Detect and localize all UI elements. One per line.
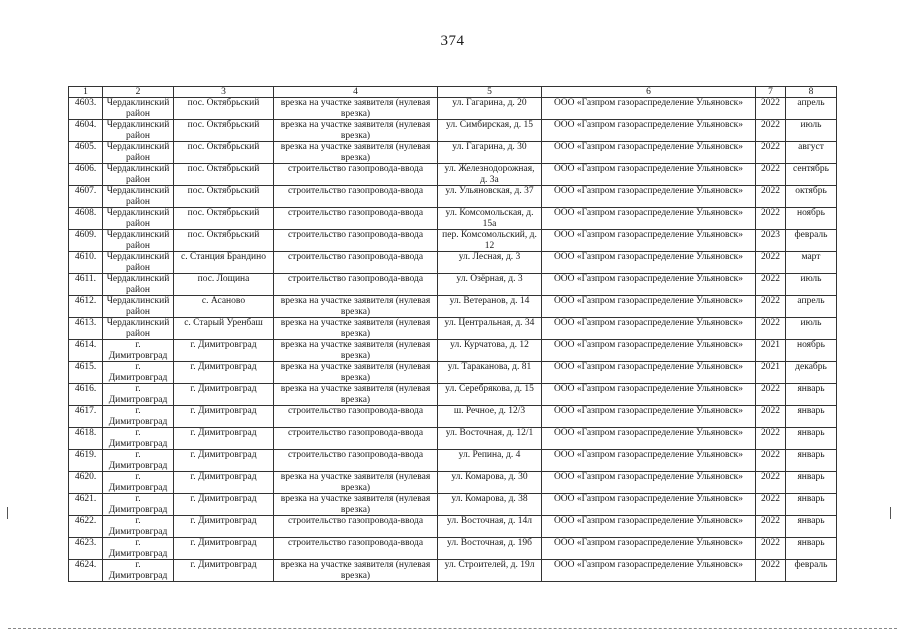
month-cell: сентябрь [786,164,837,186]
column-number: 1 [69,87,103,98]
district-cell: г. Димитровград [103,450,174,472]
table-row [69,142,837,164]
year-cell: 2022 [756,296,786,318]
table-row [69,186,837,208]
organization-cell: ООО «Газпром газораспределение Ульяновск» [542,340,756,362]
address-cell: пер. Комсомольский, д. 12 [438,230,542,252]
month-cell: октябрь [786,186,837,208]
row-number-cell: 4607. [69,186,103,208]
table-row [69,516,837,538]
month-cell: март [786,252,837,274]
year-cell: 2022 [756,186,786,208]
table-row [69,406,837,428]
year-cell: 2021 [756,340,786,362]
table-row [69,560,837,582]
organization-cell: ООО «Газпром газораспределение Ульяновск» [542,450,756,472]
year-cell: 2023 [756,230,786,252]
month-cell: июль [786,318,837,340]
district-cell: Чердаклинский район [103,296,174,318]
column-number: 4 [274,87,438,98]
settlement-cell: г. Димитровград [174,516,274,538]
address-cell: ул. Симбирская, д. 15 [438,120,542,142]
row-number-cell: 4619. [69,450,103,472]
organization-cell: ООО «Газпром газораспределение Ульяновск» [542,406,756,428]
organization-cell: ООО «Газпром газораспределение Ульяновск» [542,230,756,252]
column-numbers-row [69,87,837,98]
page-number: 374 [440,33,465,49]
work-type-cell: строительство газопровода-ввода [274,538,438,560]
settlement-cell: пос. Лощина [174,274,274,296]
district-cell: Чердаклинский район [103,186,174,208]
month-cell: январь [786,494,837,516]
settlement-cell: пос. Октябрьский [174,186,274,208]
settlement-cell: г. Димитровград [174,340,274,362]
address-cell: ул. Восточная, д. 14л [438,516,542,538]
settlement-cell: с. Старый Уренбаш [174,318,274,340]
district-cell: г. Димитровград [103,538,174,560]
row-number-cell: 4608. [69,208,103,230]
organization-cell: ООО «Газпром газораспределение Ульяновск» [542,296,756,318]
table-row [69,340,837,362]
table-row [69,120,837,142]
row-number-cell: 4616. [69,384,103,406]
address-cell: ул. Железнодорожная, д. 3а [438,164,542,186]
row-number-cell: 4617. [69,406,103,428]
table-row [69,318,837,340]
settlement-cell: г. Димитровград [174,362,274,384]
table-row [69,164,837,186]
table-row [69,428,837,450]
organization-cell: ООО «Газпром газораспределение Ульяновск» [542,362,756,384]
work-type-cell: строительство газопровода-ввода [274,450,438,472]
year-cell: 2022 [756,142,786,164]
column-number: 6 [542,87,756,98]
work-type-cell: строительство газопровода-ввода [274,252,438,274]
organization-cell: ООО «Газпром газораспределение Ульяновск» [542,252,756,274]
year-cell: 2022 [756,208,786,230]
table-row [69,472,837,494]
month-cell: январь [786,384,837,406]
year-cell: 2022 [756,98,786,120]
address-cell: ул. Строителей, д. 19л [438,560,542,582]
address-cell: ул. Восточная, д. 12/1 [438,428,542,450]
district-cell: Чердаклинский район [103,318,174,340]
row-number-cell: 4611. [69,274,103,296]
work-type-cell: строительство газопровода-ввода [274,274,438,296]
row-number-cell: 4618. [69,428,103,450]
year-cell: 2022 [756,538,786,560]
table-row [69,296,837,318]
column-number: 2 [103,87,174,98]
year-cell: 2022 [756,494,786,516]
table-row [69,208,837,230]
organization-cell: ООО «Газпром газораспределение Ульяновск» [542,274,756,296]
table-row [69,230,837,252]
month-cell: июль [786,120,837,142]
settlement-cell: пос. Октябрьский [174,120,274,142]
address-cell: ул. Восточная, д. 19б [438,538,542,560]
table-row [69,274,837,296]
settlement-cell: г. Димитровград [174,538,274,560]
year-cell: 2022 [756,252,786,274]
month-cell: июль [786,274,837,296]
work-type-cell: строительство газопровода-ввода [274,164,438,186]
month-cell: январь [786,450,837,472]
settlement-cell: пос. Октябрьский [174,230,274,252]
work-type-cell: строительство газопровода-ввода [274,516,438,538]
month-cell: январь [786,406,837,428]
district-cell: Чердаклинский район [103,230,174,252]
settlement-cell: г. Димитровград [174,472,274,494]
settlement-cell: г. Димитровград [174,560,274,582]
organization-cell: ООО «Газпром газораспределение Ульяновск» [542,142,756,164]
work-type-cell: врезка на участке заявителя (нулевая врезка) [274,296,438,318]
year-cell: 2022 [756,428,786,450]
district-cell: Чердаклинский район [103,208,174,230]
month-cell: январь [786,538,837,560]
table-row [69,98,837,120]
work-type-cell: врезка на участке заявителя (нулевая врезка) [274,318,438,340]
table-row [69,384,837,406]
year-cell: 2022 [756,274,786,296]
month-cell: ноябрь [786,340,837,362]
column-number: 3 [174,87,274,98]
settlement-cell: пос. Октябрьский [174,98,274,120]
organization-cell: ООО «Газпром газораспределение Ульяновск» [542,318,756,340]
row-number-cell: 4605. [69,142,103,164]
work-type-cell: строительство газопровода-ввода [274,428,438,450]
year-cell: 2022 [756,120,786,142]
table-row [69,362,837,384]
organization-cell: ООО «Газпром газораспределение Ульяновск» [542,538,756,560]
settlement-cell: с. Станция Брандино [174,252,274,274]
work-type-cell: строительство газопровода-ввода [274,208,438,230]
month-cell: январь [786,428,837,450]
district-cell: Чердаклинский район [103,98,174,120]
work-type-cell: строительство газопровода-ввода [274,186,438,208]
address-cell: ул. Лесная, д. 3 [438,252,542,274]
work-type-cell: врезка на участке заявителя (нулевая врезка) [274,120,438,142]
address-cell: ул. Гагарина, д. 20 [438,98,542,120]
address-cell: ул. Тараканова, д. 81 [438,362,542,384]
settlement-cell: пос. Октябрьский [174,142,274,164]
row-number-cell: 4613. [69,318,103,340]
settlement-cell: г. Димитровград [174,406,274,428]
row-number-cell: 4624. [69,560,103,582]
work-type-cell: врезка на участке заявителя (нулевая врезка) [274,494,438,516]
row-number-cell: 4615. [69,362,103,384]
district-cell: Чердаклинский район [103,142,174,164]
year-cell: 2022 [756,450,786,472]
address-cell: ул. Центральная, д. 34 [438,318,542,340]
table-row [69,494,837,516]
district-cell: г. Димитровград [103,406,174,428]
row-number-cell: 4621. [69,494,103,516]
organization-cell: ООО «Газпром газораспределение Ульяновск» [542,120,756,142]
district-cell: Чердаклинский район [103,252,174,274]
month-cell: январь [786,472,837,494]
month-cell: декабрь [786,362,837,384]
right-margin-mark [890,507,891,519]
district-cell: г. Димитровград [103,516,174,538]
district-cell: Чердаклинский район [103,274,174,296]
work-type-cell: врезка на участке заявителя (нулевая врезка) [274,98,438,120]
year-cell: 2022 [756,406,786,428]
address-cell: ул. Курчатова, д. 12 [438,340,542,362]
address-cell: ш. Речное, д. 12/3 [438,406,542,428]
table-row [69,252,837,274]
month-cell: февраль [786,230,837,252]
month-cell: февраль [786,560,837,582]
settlement-cell: пос. Октябрьский [174,164,274,186]
district-cell: г. Димитровград [103,384,174,406]
row-number-cell: 4606. [69,164,103,186]
work-type-cell: строительство газопровода-ввода [274,230,438,252]
row-number-cell: 4604. [69,120,103,142]
year-cell: 2022 [756,560,786,582]
address-cell: ул. Гагарина, д. 30 [438,142,542,164]
organization-cell: ООО «Газпром газораспределение Ульяновск» [542,494,756,516]
work-type-cell: врезка на участке заявителя (нулевая врезка) [274,142,438,164]
organization-cell: ООО «Газпром газораспределение Ульяновск» [542,428,756,450]
address-cell: ул. Репина, д. 4 [438,450,542,472]
month-cell: апрель [786,296,837,318]
settlement-cell: г. Димитровград [174,428,274,450]
address-cell: ул. Серебрякова, д. 15 [438,384,542,406]
work-type-cell: врезка на участке заявителя (нулевая врезка) [274,472,438,494]
column-number: 5 [438,87,542,98]
column-number: 7 [756,87,786,98]
table-row [69,538,837,560]
district-cell: г. Димитровград [103,428,174,450]
organization-cell: ООО «Газпром газораспределение Ульяновск» [542,384,756,406]
address-cell: ул. Озёрная, д. 3 [438,274,542,296]
work-type-cell: врезка на участке заявителя (нулевая врезка) [274,384,438,406]
year-cell: 2021 [756,362,786,384]
month-cell: апрель [786,98,837,120]
settlement-cell: пос. Октябрьский [174,208,274,230]
year-cell: 2022 [756,164,786,186]
district-cell: Чердаклинский район [103,120,174,142]
organization-cell: ООО «Газпром газораспределение Ульяновск» [542,472,756,494]
year-cell: 2022 [756,516,786,538]
settlement-cell: с. Асаново [174,296,274,318]
work-type-cell: врезка на участке заявителя (нулевая врезка) [274,560,438,582]
settlement-cell: г. Димитровград [174,384,274,406]
district-cell: г. Димитровград [103,340,174,362]
row-number-cell: 4610. [69,252,103,274]
row-number-cell: 4603. [69,98,103,120]
organization-cell: ООО «Газпром газораспределение Ульяновск» [542,516,756,538]
address-cell: ул. Комарова, д. 30 [438,472,542,494]
table-row [69,450,837,472]
left-margin-mark [7,507,8,519]
settlement-cell: г. Димитровград [174,450,274,472]
work-type-cell: врезка на участке заявителя (нулевая врезка) [274,340,438,362]
address-cell: ул. Комсомольская, д. 15а [438,208,542,230]
row-number-cell: 4609. [69,230,103,252]
month-cell: ноябрь [786,208,837,230]
year-cell: 2022 [756,384,786,406]
district-cell: г. Димитровград [103,472,174,494]
row-number-cell: 4622. [69,516,103,538]
month-cell: август [786,142,837,164]
organization-cell: ООО «Газпром газораспределение Ульяновск» [542,164,756,186]
organization-cell: ООО «Газпром газораспределение Ульяновск» [542,186,756,208]
address-cell: ул. Ульяновская, д. 37 [438,186,542,208]
year-cell: 2022 [756,318,786,340]
work-type-cell: строительство газопровода-ввода [274,406,438,428]
row-number-cell: 4612. [69,296,103,318]
organization-cell: ООО «Газпром газораспределение Ульяновск» [542,208,756,230]
district-cell: Чердаклинский район [103,164,174,186]
work-type-cell: врезка на участке заявителя (нулевая врезка) [274,362,438,384]
column-number: 8 [786,87,837,98]
month-cell: январь [786,516,837,538]
organization-cell: ООО «Газпром газораспределение Ульяновск» [542,560,756,582]
gas-connection-table [68,86,837,582]
address-cell: ул. Комарова, д. 38 [438,494,542,516]
row-number-cell: 4620. [69,472,103,494]
page-bottom-edge [8,628,897,629]
organization-cell: ООО «Газпром газораспределение Ульяновск» [542,98,756,120]
year-cell: 2022 [756,472,786,494]
address-cell: ул. Ветеранов, д. 14 [438,296,542,318]
district-cell: г. Димитровград [103,362,174,384]
district-cell: г. Димитровград [103,494,174,516]
settlement-cell: г. Димитровград [174,494,274,516]
district-cell: г. Димитровград [103,560,174,582]
row-number-cell: 4623. [69,538,103,560]
row-number-cell: 4614. [69,340,103,362]
